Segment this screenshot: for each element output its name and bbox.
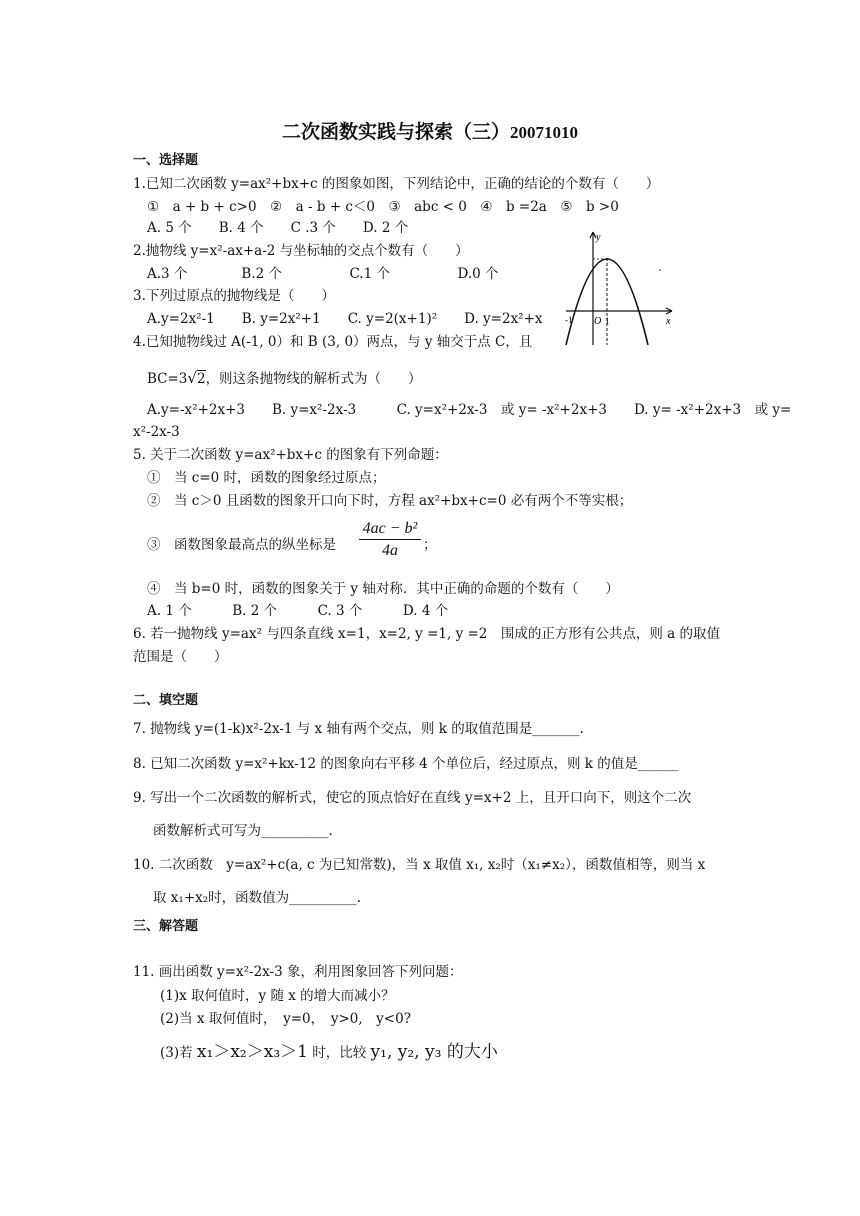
q11-sub2: (2)当 x 取何值时， y=0， y>0, y<0? [160,1011,411,1027]
q2-stem: 2.抛物线 y=x²-ax+a-2 与坐标轴的交点个数有（ ） [133,243,469,259]
left-tick-label: -1 [565,315,573,325]
sqrt-sign: √ [187,369,197,387]
section-heading-answer: 三、解答题 [133,919,199,934]
section-heading-fill: 二、填空题 [133,693,199,708]
q9-line1: 9. 写出一个二次函数的解析式，使它的顶点恰好在直线 y=x+2 上，且开口向下，则这个二次 [133,790,692,806]
q1-stem: 1.已知二次函数 y=ax²+bx+c 的图象如图，下列结论中，正确的结论的个数有（ ） [133,176,660,192]
page-title [0,117,860,144]
title-text: 二次函数实践与探索（三） [281,121,510,143]
q6-line2: 范围是（ ） [133,649,228,665]
q10-line1: 10. 二次函数 y=ax²+c(a, c 为已知常数)，当 x 取值 x₁, x₂时（x₁≠x₂），函数值相等，则当 x [133,857,706,873]
title-date: 20071010 [510,123,578,142]
q5-proposition-4: ④ 当 b=0 时，函数的图象关于 y 轴对称．其中正确的命题的个数有（ ） [147,581,619,597]
q3-stem: 3.下列过原点的抛物线是（ ） [133,288,335,304]
q11-sub3-prefix: (3)若 [160,1045,193,1061]
parabola-curve [566,259,648,345]
q5-fraction [359,520,421,560]
y-label: y [596,232,601,243]
q5-proposition-3-end: ； [423,537,437,553]
q7: 7. 抛物线 y=(1-k)x²-2x-1 与 x 轴有两个交点，则 k 的取值范围是_______. [133,721,584,737]
q8: 8. 已知二次函数 y=x²+kx-12 的图象向右平移 4 个单位后，经过原点，则 k 的值是______ [133,756,679,772]
q5-options: A. 1 个 B. 2 个 C. 3 个 D. 4 个 [147,603,449,619]
origin-label: O [594,316,602,327]
q5-proposition-3: ③ 函数图象最高点的纵坐标是 [147,537,336,553]
q11-sub3-end: y₁, y₂, y₃ 的大小 [370,1042,498,1062]
q4-stem: 4.已知抛物线过 A(-1, 0）和 B (3, 0）两点，与 y 轴交于点 C，且 [133,334,533,350]
fraction-numerator: 4ac − b² [359,520,421,540]
right-tick-label: 1 [605,316,610,326]
q6-line1: 6. 若一抛物线 y=ax² 与四条直线 x=1，x=2, y =1, y =2 围成的正方形有公共点，则 a 的取值 [133,626,721,642]
q10-line2: 取 x₁+x₂时，函数值为__________. [153,890,361,906]
section-heading-choice: 一、选择题 [133,153,199,168]
q11-stem: 11. 画出函数 y=x²-2x-3 象，利用图象回答下列问题： [133,964,463,980]
q1-options: A. 5 个 B. 4 个 C .3 个 D. 2 个 [147,220,409,236]
parabola-figure [560,228,680,346]
q5-proposition-2: ② 当 c＞0 且函数的图象开口向下时，方程 ax²+bx+c=0 必有两个不等实根； [147,493,633,509]
q4-bc-root: 2 [196,371,206,387]
q11-sub3-mid: 时，比较 [312,1045,367,1061]
q4-bc-suffix: ，则这条抛物线的解析式为（ ） [205,371,422,387]
q1-items: ① a + b + c>0 ② a - b + c＜0 ③ abc < 0 ④ b =2a ⑤ b >0 [147,199,619,215]
q4-bc-prefix: BC=3 [147,371,188,387]
speck [659,269,661,271]
q9-line2: 函数解析式可写为__________. [153,823,333,839]
fraction-denominator: 4a [382,542,398,559]
q2-options: A.3 个 B.2 个 C.1 个 D.0 个 [147,266,499,282]
q4-bc-line [147,369,422,388]
q11-sub3-condition: x₁＞x₂＞x₃＞1 [196,1042,308,1062]
q3-options: A.y=2x²-1 B. y=2x²+1 C. y=2(x+1)² D. y=2x²+x [147,311,543,327]
q11-sub3 [160,1040,498,1065]
q5-stem: 5. 关于二次函数 y=ax²+bx+c 的图象有下列命题： [133,447,448,463]
q11-sub1: (1)x 取何值时，y 随 x 的增大而减小？ [160,988,395,1004]
x-label: x [666,316,671,327]
q5-proposition-1: ① 当 c=0 时，函数的图象经过原点； [147,470,386,486]
q4-options-line1: A.y=-x²+2x+3 B. y=x²-2x-3 C. y=x²+2x-3 或 y= -x²+2x+3 D. y= -x²+2x+3 或 y= [147,402,792,418]
q4-options-line2: x²-2x-3 [133,424,180,440]
